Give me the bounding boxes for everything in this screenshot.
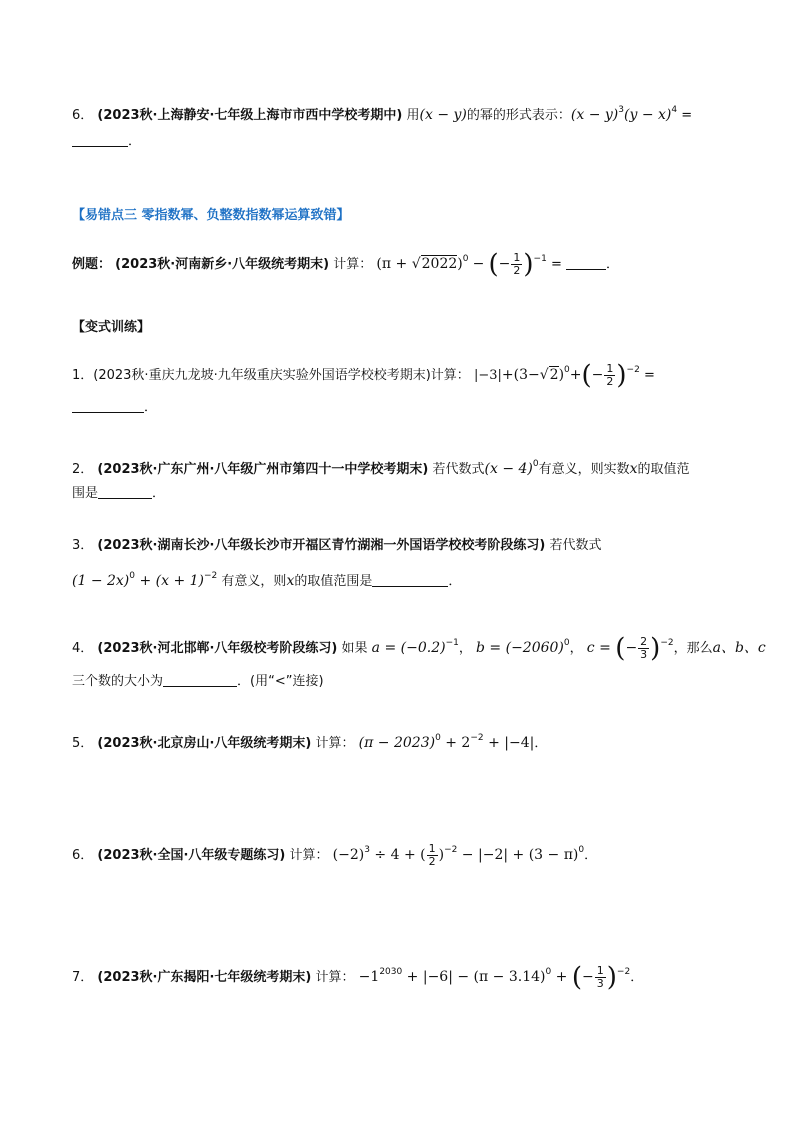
section-title: 【易错点三 零指数幂、负整数指数幂运算致错】 <box>72 208 350 223</box>
question-source: (2023秋·广东揭阳·七年级统考期末) <box>97 970 312 985</box>
math-exponent: −2 <box>616 967 631 977</box>
math-fraction: $\frac{1}{2}$ <box>428 842 436 868</box>
question-4-line2 <box>72 672 324 692</box>
math-sqrt: 2022 <box>421 256 458 272</box>
question-end: ． <box>448 574 462 589</box>
question-2-line2 <box>72 484 165 504</box>
question-text: 的幂的形式表示： <box>466 108 571 123</box>
math-op: + <box>135 573 156 589</box>
variant-title: 【变式训练】 <box>72 320 151 335</box>
math-exponent: 0 <box>532 459 539 469</box>
math-expr: + |−6| − (π − 3.14) <box>402 969 546 985</box>
question-text: 三个数的大小为 <box>72 674 164 689</box>
math-exponent: −2 <box>470 733 484 743</box>
math-expr: |−3| <box>473 368 502 383</box>
question-2 <box>72 454 690 480</box>
math-fraction: $\frac{1}{2}$ <box>513 251 521 277</box>
question-text: 如果 <box>341 641 368 656</box>
math-expr: ) <box>558 367 565 383</box>
math-exponent: −2 <box>626 365 640 375</box>
math-exponent: 0 <box>578 845 585 855</box>
question-text: 有意义，则 <box>221 574 287 589</box>
math-expr: (x − y) <box>570 107 619 123</box>
example-label: 例题： <box>72 257 112 272</box>
math-exponent: −1 <box>445 638 459 648</box>
question-end: ． <box>152 486 166 501</box>
math-exponent: −2 <box>444 845 458 855</box>
math-var: x <box>629 461 638 477</box>
question-1-line2 <box>72 398 157 418</box>
answer-blank[interactable] <box>72 132 128 147</box>
question-end: ． <box>144 400 158 415</box>
question-text: 用 <box>406 108 420 123</box>
math-expr: (x − 4) <box>484 461 533 477</box>
math-expr: (π + <box>376 256 412 272</box>
question-text: 若代数式 <box>432 462 485 477</box>
math-expr: (π − 2023) <box>358 735 436 751</box>
math-expr: (x − y) <box>419 107 467 123</box>
math-exponent: 0 <box>545 967 552 977</box>
question-text: 计算： <box>289 848 329 863</box>
answer-blank[interactable] <box>72 398 144 413</box>
question-end: ． <box>128 134 142 149</box>
question-source: (2023秋·湖南长沙·八年级长沙市开福区青竹湖湘一外国语学校校考阶段练习) <box>97 538 546 553</box>
math-exponent: 0 <box>129 571 135 581</box>
question-source: (2023秋·上海静安·七年级上海市市西中学校考期中) <box>97 108 403 123</box>
math-expr: − |−2| + (3 − π) <box>457 847 579 863</box>
question-6a <box>72 100 692 126</box>
math-equals: = <box>550 257 562 272</box>
math-op: + <box>551 969 572 985</box>
math-expr: + 2 <box>440 735 471 751</box>
separator: ， <box>569 641 583 656</box>
answer-blank[interactable] <box>566 255 606 270</box>
question-source: (2023秋·河北邯郸·八年级校考阶段练习) <box>97 641 338 656</box>
question-text: 的取值范 <box>637 462 690 477</box>
math-exponent: 0 <box>435 733 441 743</box>
math-equals: = <box>643 368 655 383</box>
question-1: 1．(2023秋·重庆九龙坡·九年级重庆实验外国语学校校考期末)计算： $|-3|+(3-√2)^0+(-$ $\frac{1}{2}$ )$^{-2}$ = <box>72 360 655 391</box>
math-exponent: 4 <box>671 105 678 115</box>
question-source: (2023秋·重庆九龙坡·九年级重庆实验外国语学校校考期末) <box>93 368 431 383</box>
question-number: 5． <box>72 736 94 751</box>
question-number: 6． <box>72 848 94 863</box>
math-op: − <box>472 256 485 272</box>
question-end: ．(用“<”连接) <box>237 674 324 689</box>
question-text: 计算： <box>333 257 373 272</box>
math-expr: (y − x) <box>624 107 672 123</box>
answer-blank[interactable] <box>372 572 448 587</box>
question-3 <box>72 536 602 556</box>
math-exponent: −2 <box>204 571 218 581</box>
math-sqrt: 2 <box>549 367 559 383</box>
math-fraction: $\frac{2}{3}$ <box>640 635 648 661</box>
math-expr: c = <box>586 640 616 656</box>
question-number: 1． <box>72 368 94 383</box>
math-expr: (−2) <box>332 847 365 863</box>
question-text: ，那么 <box>673 641 713 656</box>
question-text: 有意义，则实数 <box>538 462 630 477</box>
example-question: 例题： (2023秋·河南新乡·八年级统考期末) 计算： $(\pi + √2022)^0$ − (− $\frac{1}{2}$ )$^{-1}$ = ． <box>72 249 620 280</box>
question-source: (2023秋·全国·八年级专题练习) <box>97 848 286 863</box>
question-3-line2 <box>72 566 461 592</box>
math-expr: −1 <box>358 969 380 985</box>
question-6 <box>72 840 597 868</box>
question-5 <box>72 728 547 754</box>
question-4: 4． (2023秋·河北邯郸·八年级校考阶段练习) 如果 $a = (-0.2)^{-1}$， $b = (-2060)^0$， c = (− $\frac{2}{3}$ )$^{-2}$，那么a、b、c <box>72 633 766 664</box>
separator: ， <box>458 641 472 656</box>
math-var: a、b、c <box>712 640 766 656</box>
question-end: ． <box>584 848 598 863</box>
math-fraction: $\frac{1}{3}$ <box>596 964 604 990</box>
answer-blank[interactable] <box>163 672 237 687</box>
question-text: 的取值范围是 <box>294 574 373 589</box>
math-expr: ) <box>457 256 463 272</box>
math-exponent: −2 <box>660 638 674 648</box>
math-expr: (x + 1) <box>155 573 204 589</box>
math-expr: + |−4| <box>483 735 535 751</box>
question-6a-line2 <box>72 132 141 152</box>
math-exponent: 2030 <box>379 967 403 977</box>
question-number: 4． <box>72 641 94 656</box>
question-number: 2． <box>72 462 94 477</box>
math-exponent: 0 <box>563 638 570 648</box>
question-end: ． <box>534 736 548 751</box>
math-expr: (1 − 2x) <box>72 573 130 589</box>
answer-blank[interactable] <box>98 484 152 499</box>
math-expr: +(3− <box>501 367 540 383</box>
question-text: 计算： <box>430 368 470 383</box>
question-end: ． <box>606 257 620 272</box>
math-exponent: 3 <box>618 105 624 115</box>
math-expr: ÷ 4 + ( <box>369 847 426 863</box>
question-7: 7． (2023秋·广东揭阳·七年级统考期末) 计算： $-1^{2030} + |-6| - (\pi - 3.14)^0$ + (− $\frac{1}{3}$ )$^{-2}$． <box>72 962 644 993</box>
math-equals: = <box>681 108 693 123</box>
math-exponent: 3 <box>364 845 370 855</box>
math-var: x <box>286 573 295 589</box>
math-exponent: −1 <box>533 254 547 264</box>
question-text: 计算： <box>315 970 355 985</box>
math-expr: a = (−0.2) <box>371 640 446 656</box>
question-number: 6． <box>72 108 94 123</box>
math-exponent: 0 <box>462 254 469 264</box>
question-source: (2023秋·广东广州·八年级广州市第四十一中学校考期末) <box>97 462 429 477</box>
math-exponent: 0 <box>564 365 570 375</box>
question-end: ． <box>630 970 644 985</box>
question-source: (2023秋·北京房山·八年级统考期末) <box>97 736 312 751</box>
question-text: 围是 <box>72 486 99 501</box>
math-expr: b = (−2060) <box>476 640 564 656</box>
question-number: 3． <box>72 538 94 553</box>
question-text: 若代数式 <box>549 538 602 553</box>
math-expr: ) <box>438 847 445 863</box>
question-text: 计算： <box>315 736 355 751</box>
question-number: 7． <box>72 970 94 985</box>
question-source: (2023秋·河南新乡·八年级统考期末) <box>115 257 330 272</box>
math-op: + <box>569 367 582 383</box>
math-fraction: $\frac{1}{2}$ <box>606 362 614 388</box>
